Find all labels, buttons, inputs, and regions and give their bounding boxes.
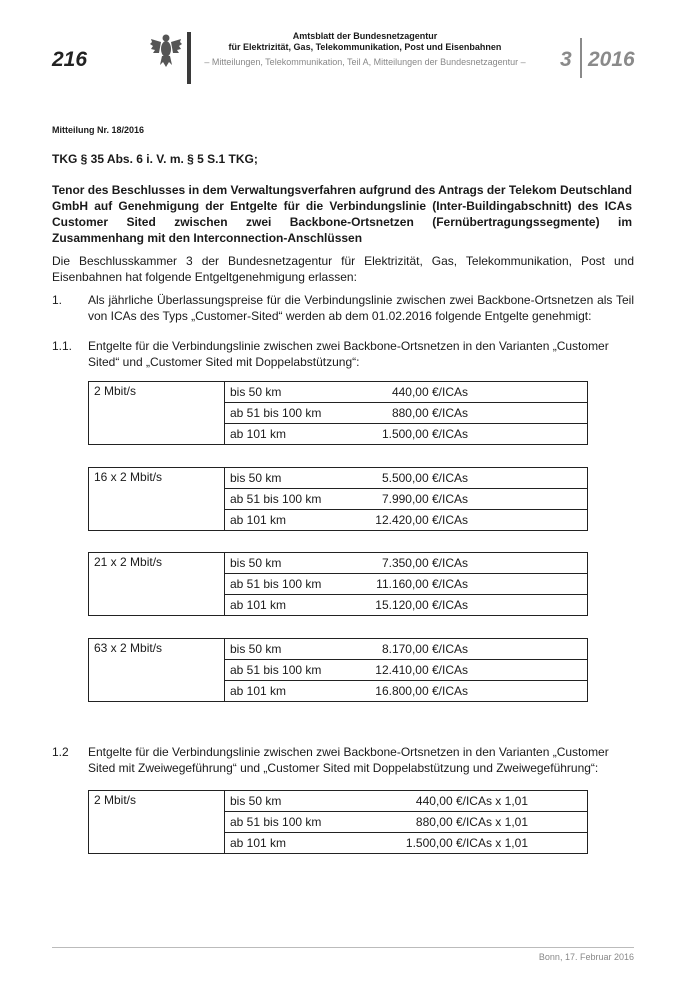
header-divider: [187, 32, 191, 84]
bandwidth-cell: 2 Mbit/s: [89, 791, 225, 854]
distance-cell: bis 50 km: [225, 553, 364, 574]
table-row: [89, 639, 588, 660]
section-1-2-text: Entgelte für die Verbindungslinie zwischen zwei Backbone-Ortsnetzen in den Varianten „Customer Sited mit Zweiwegeführung“ und „Customer Sited mit Doppelabstützung und Zweiwegeführung“:: [88, 745, 609, 775]
journal-subtitle: – Mitteilungen, Telekommunikation, Teil A, Mitteilungen der Bundesnetzagentur –: [204, 57, 526, 67]
price-table-21x2mbit: [88, 552, 588, 616]
section-1-number: 1.: [52, 293, 63, 307]
table-row: [89, 791, 588, 812]
table-row: [89, 553, 588, 574]
price-table-2mbit-redundant: [88, 790, 588, 854]
price-cell: 1.500,00 €/ICAs x 1,01: [405, 836, 528, 850]
footer-place-date: Bonn, 17. Februar 2016: [538, 952, 634, 962]
distance-cell: bis 50 km: [225, 382, 364, 403]
section-1-2-number: 1.2: [52, 745, 69, 759]
distance-cell: ab 51 bis 100 km: [225, 660, 364, 681]
table-row: [89, 468, 588, 489]
distance-cell: ab 51 bis 100 km: [225, 574, 364, 595]
issue-divider: [580, 38, 582, 78]
price-cell: 880,00 €/ICAs x 1,01: [415, 815, 528, 829]
distance-cell: ab 101 km: [225, 424, 364, 445]
price-cell: 440,00 €/ICAs x 1,01: [415, 794, 528, 808]
federal-eagle-icon: [150, 32, 182, 70]
journal-title-line1: Amtsblatt der Bundesnetzagentur: [292, 31, 438, 41]
price-cell: 8.170,00 €/ICAs: [381, 642, 468, 656]
notice-number: Mitteilung Nr. 18/2016: [52, 125, 145, 135]
journal-title-line2: für Elektrizität, Gas, Telekommunikation, Post und Eisenbahnen: [228, 42, 502, 52]
distance-cell: ab 101 km: [225, 681, 364, 702]
distance-cell: ab 101 km: [225, 595, 364, 616]
price-cell: 15.120,00 €/ICAs: [375, 598, 468, 612]
price-cell: 440,00 €/ICAs: [391, 385, 468, 399]
price-cell: 12.410,00 €/ICAs: [375, 663, 468, 677]
issue-year: 2016: [588, 48, 635, 71]
legal-basis: TKG § 35 Abs. 6 i. V. m. § 5 S.1 TKG;: [52, 152, 258, 166]
bandwidth-cell: 2 Mbit/s: [89, 382, 225, 445]
price-cell: 1.500,00 €/ICAs: [381, 427, 468, 441]
price-table-63x2mbit: [88, 638, 588, 702]
section-1-1-text: Entgelte für die Verbindungslinie zwischen zwei Backbone-Ortsnetzen in den Varianten „Customer Sited“ und „Customer Sited mit Doppelabstützung“:: [88, 339, 609, 369]
distance-cell: bis 50 km: [225, 468, 364, 489]
table-row: [89, 382, 588, 403]
distance-cell: bis 50 km: [225, 639, 364, 660]
price-cell: 11.160,00 €/ICAs: [376, 577, 468, 591]
section-1-text: Als jährliche Überlassungspreise für die Verbindungslinie zwischen zwei Backbone-Ortsnetzen als Teil von ICAs des Typs „Customer-Sited“ werden ab dem 01.02.2016 folgende Entgelte genehmigt:: [88, 293, 634, 323]
bandwidth-cell: 63 x 2 Mbit/s: [89, 639, 225, 702]
distance-cell: ab 51 bis 100 km: [225, 812, 364, 833]
price-cell: 7.990,00 €/ICAs: [381, 492, 468, 506]
distance-cell: ab 101 km: [225, 833, 364, 854]
bandwidth-cell: 16 x 2 Mbit/s: [89, 468, 225, 531]
distance-cell: ab 51 bis 100 km: [225, 489, 364, 510]
price-cell: 12.420,00 €/ICAs: [375, 513, 468, 527]
footer-divider: [52, 947, 634, 948]
page-number: 216: [52, 48, 88, 71]
price-cell: 5.500,00 €/ICAs: [381, 471, 468, 485]
distance-cell: ab 101 km: [225, 510, 364, 531]
price-table-2mbit: [88, 381, 588, 445]
bandwidth-cell: 21 x 2 Mbit/s: [89, 553, 225, 616]
distance-cell: bis 50 km: [225, 791, 364, 812]
issue-number: 3: [560, 48, 572, 71]
price-cell: 16.800,00 €/ICAs: [375, 684, 468, 698]
decision-title: Tenor des Beschlusses in dem Verwaltungsverfahren aufgrund des Antrags der Telekom Deutschland GmbH auf Genehmigung der Entgelte für die Verbindungslinie (Inter-Buildingabschnitt) des ICAs Customer Sited zwischen zwei Backbone-Ortsnetzen (Fernübertragungssegmente) im Zusammenhang mit den Interconnection-Anschlüssen: [52, 183, 632, 245]
price-cell: 880,00 €/ICAs: [391, 406, 468, 420]
price-cell: 7.350,00 €/ICAs: [381, 556, 468, 570]
intro-paragraph: Die Beschlusskammer 3 der Bundesnetzagentur für Elektrizität, Gas, Telekommunikation, Post und Eisenbahnen hat folgende Entgeltgenehmigung erlassen:: [52, 254, 634, 284]
price-table-16x2mbit: [88, 467, 588, 531]
section-1-1-number: 1.1.: [52, 339, 73, 353]
distance-cell: ab 51 bis 100 km: [225, 403, 364, 424]
journal-title: [200, 31, 530, 53]
